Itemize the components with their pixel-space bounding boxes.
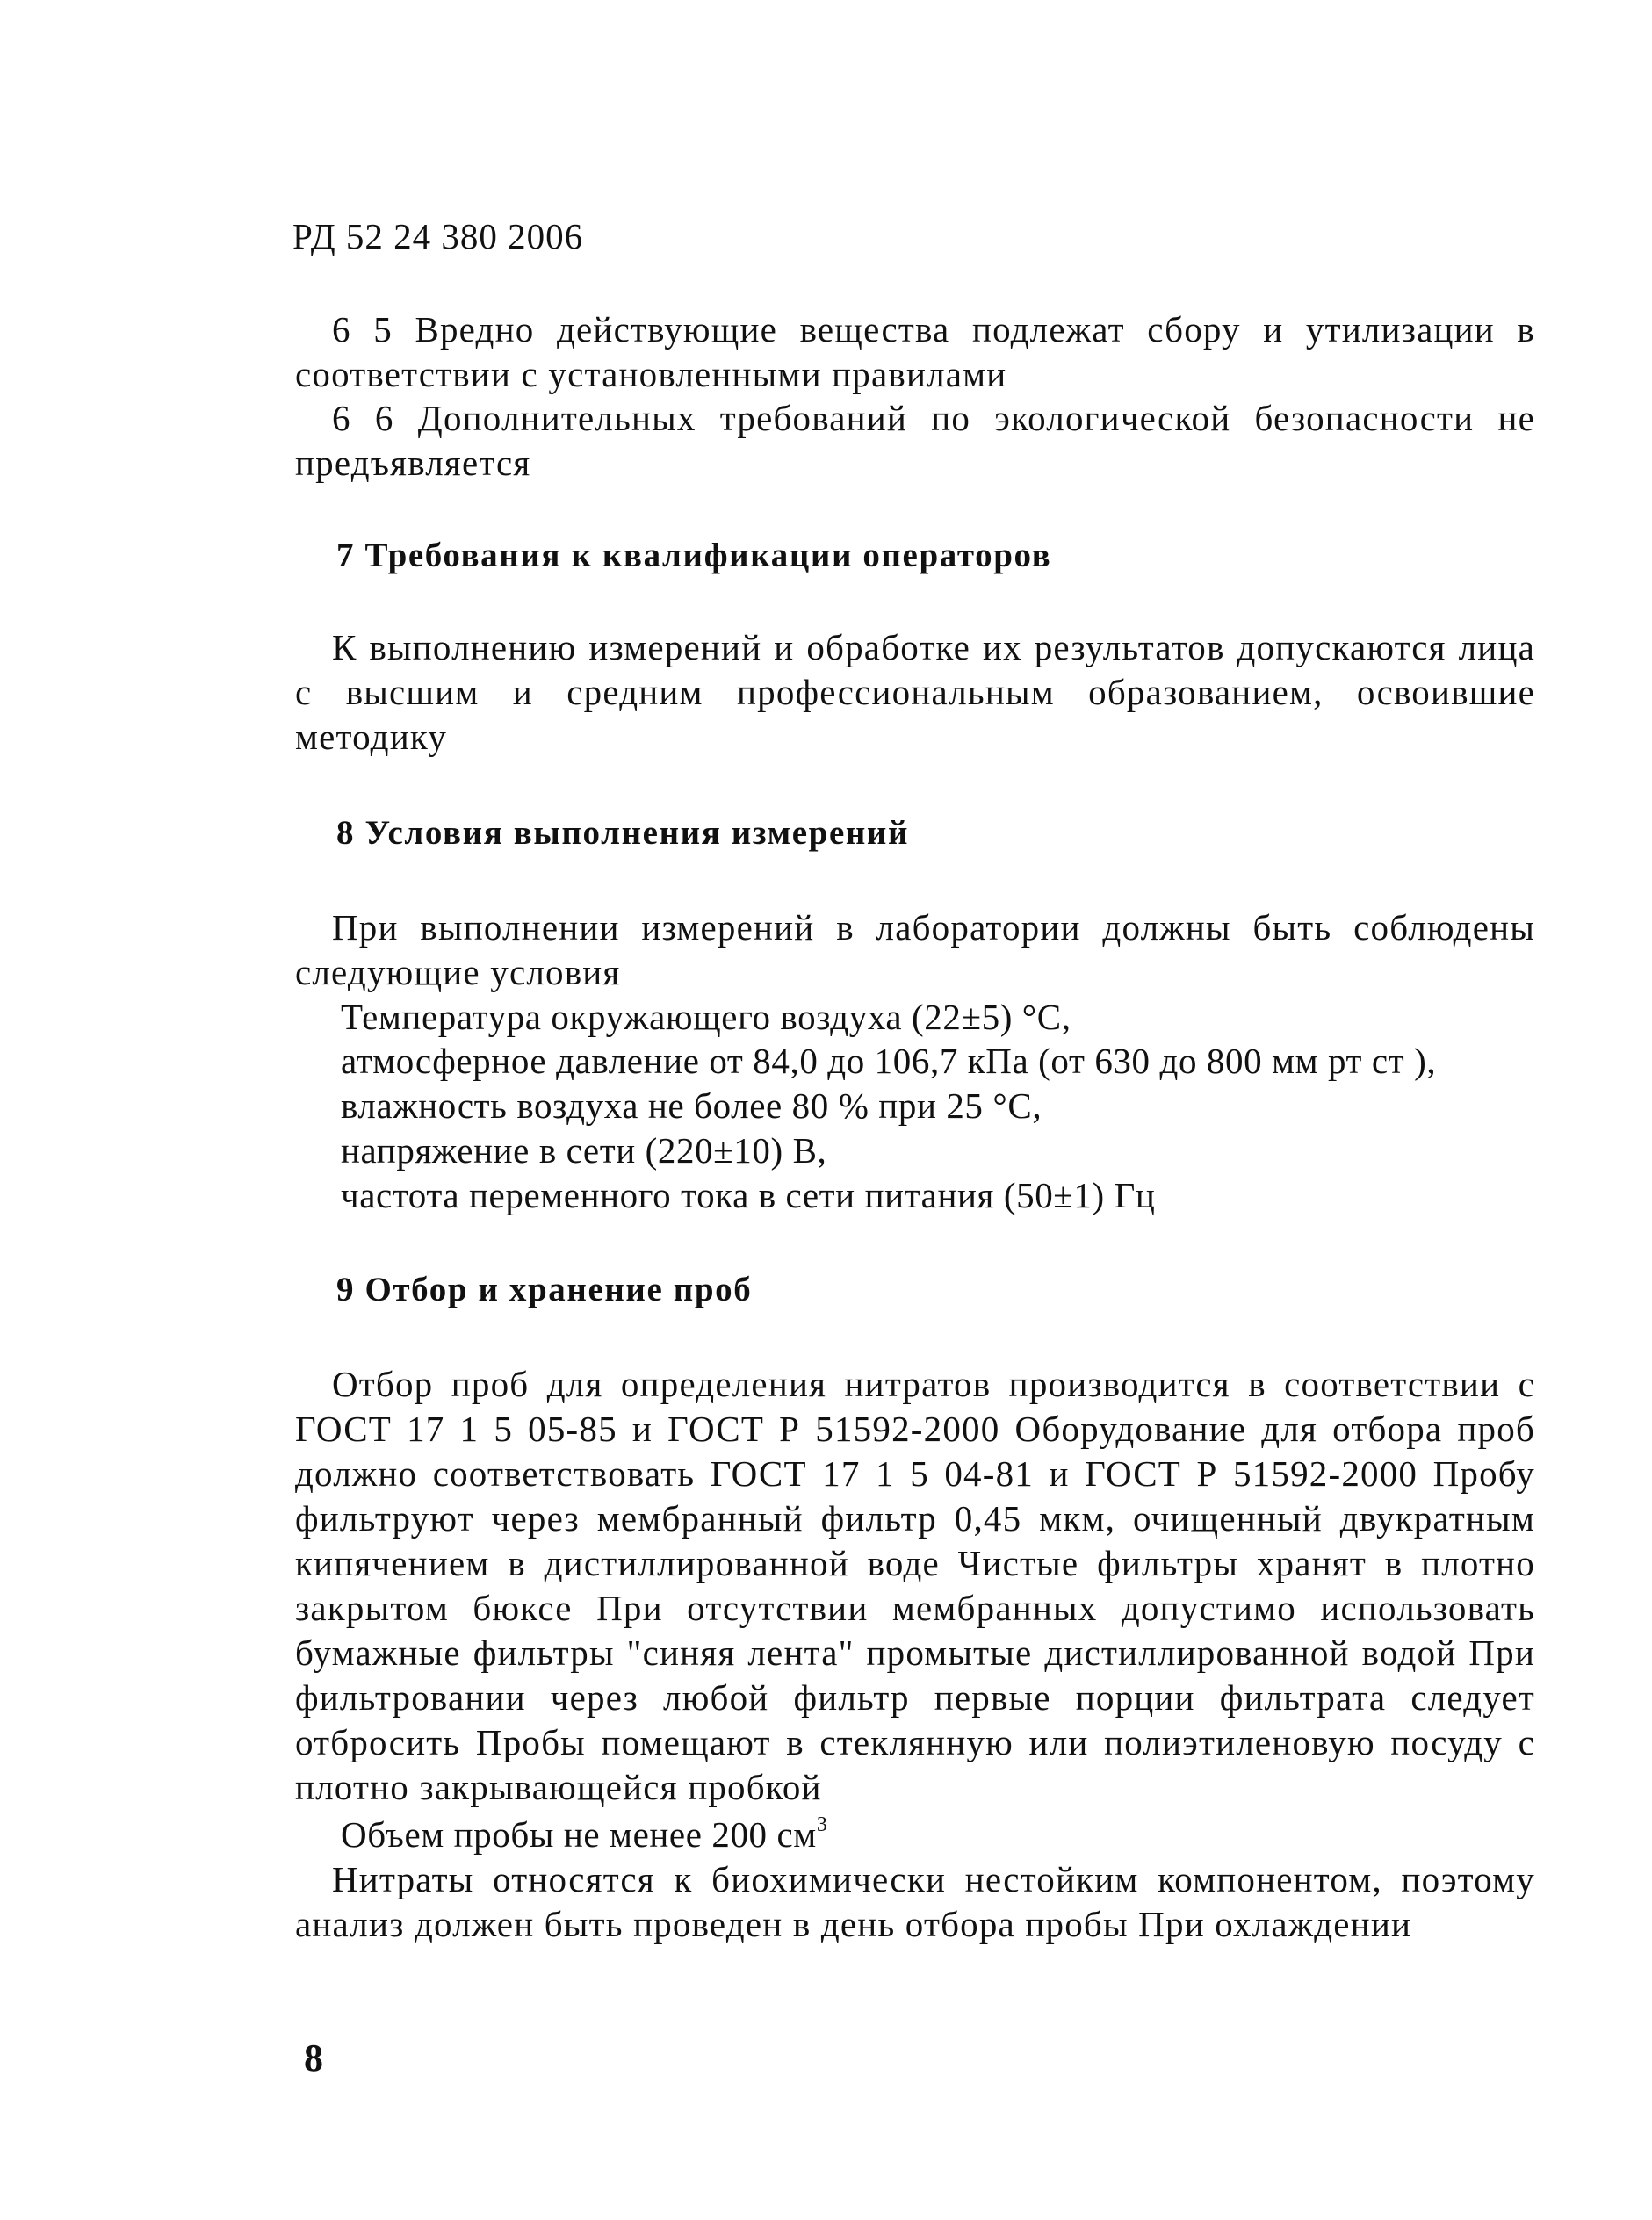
volume-unit-superscript: 3 [816,1813,828,1836]
paragraph-8-intro: При выполнении измерений в лаборатории должны быть соблюдены следующие условия [295,907,1535,992]
paragraph-9-main: Отбор проб для определения нитратов производится в соответствии с ГОСТ 17 1 5 05-85 и ГОСТ Р 51592-2000 Оборудование для отбора проб должно соответствовать ГОСТ 17 1 5 04-81 и ГОСТ Р 51592-2000 Пробу фильтруют через мембранный фильтр 0,45 мкм, очищенный двукратным кипячением в дистиллированной воде Чистые фильтры хранят в плотно закрытом бюксе При отсутствии мембранных допустимо использовать бумажные фильтры "синяя лента" промытые дистиллированной водой При фильтровании через любой фильтр первые порции фильтрата следует отбросить Пробы помещают в стеклянную или полиэтиленовую посуду с плотно закрывающейся пробкой [295,1364,1535,1807]
section-8-heading: 8 Условия выполнения измерений [336,814,910,852]
condition-pressure: атмосферное давление от 84,0 до 106,7 кПа (от 630 до 800 мм рт ст ), [341,1041,1437,1081]
section-9-heading: 9 Отбор и хранение проб [336,1271,753,1308]
section-7-heading: 7 Требования к квалификации операторов [336,537,1052,574]
paragraph-7-text: К выполнению измерений и обработке их результатов допускаются лица с высшим и средним профессиональным образованием, освоившие методику [295,627,1535,757]
volume-text: Объем пробы не менее 200 см [341,1814,817,1855]
paragraph-9-last: Нитраты относятся к биохимически нестойким компонентом, поэтому анализ должен быть проведен в день отбора пробы При охлаждении [295,1859,1535,1944]
condition-frequency: частота переменного тока в сети питания (50±1) Гц [341,1175,1156,1215]
paragraph-9-volume [341,1813,827,1857]
condition-humidity: влажность воздуха не более 80 % при 25 °С, [341,1085,1042,1126]
paragraph-6-5: 6 5 Вредно действующие вещества подлежат сбору и утилизации в соответствии с установленными правилами [295,309,1535,394]
condition-temperature: Температура окружающего воздуха (22±5) °С, [341,997,1071,1037]
document-code-header: РД 52 24 380 2006 [292,216,584,256]
condition-voltage: напряжение в сети (220±10) В, [341,1130,827,1171]
page-number: 8 [304,2036,323,2079]
paragraph-6-6: 6 6 Дополнительных требований по экологической безопасности не предъявляется [295,398,1535,483]
